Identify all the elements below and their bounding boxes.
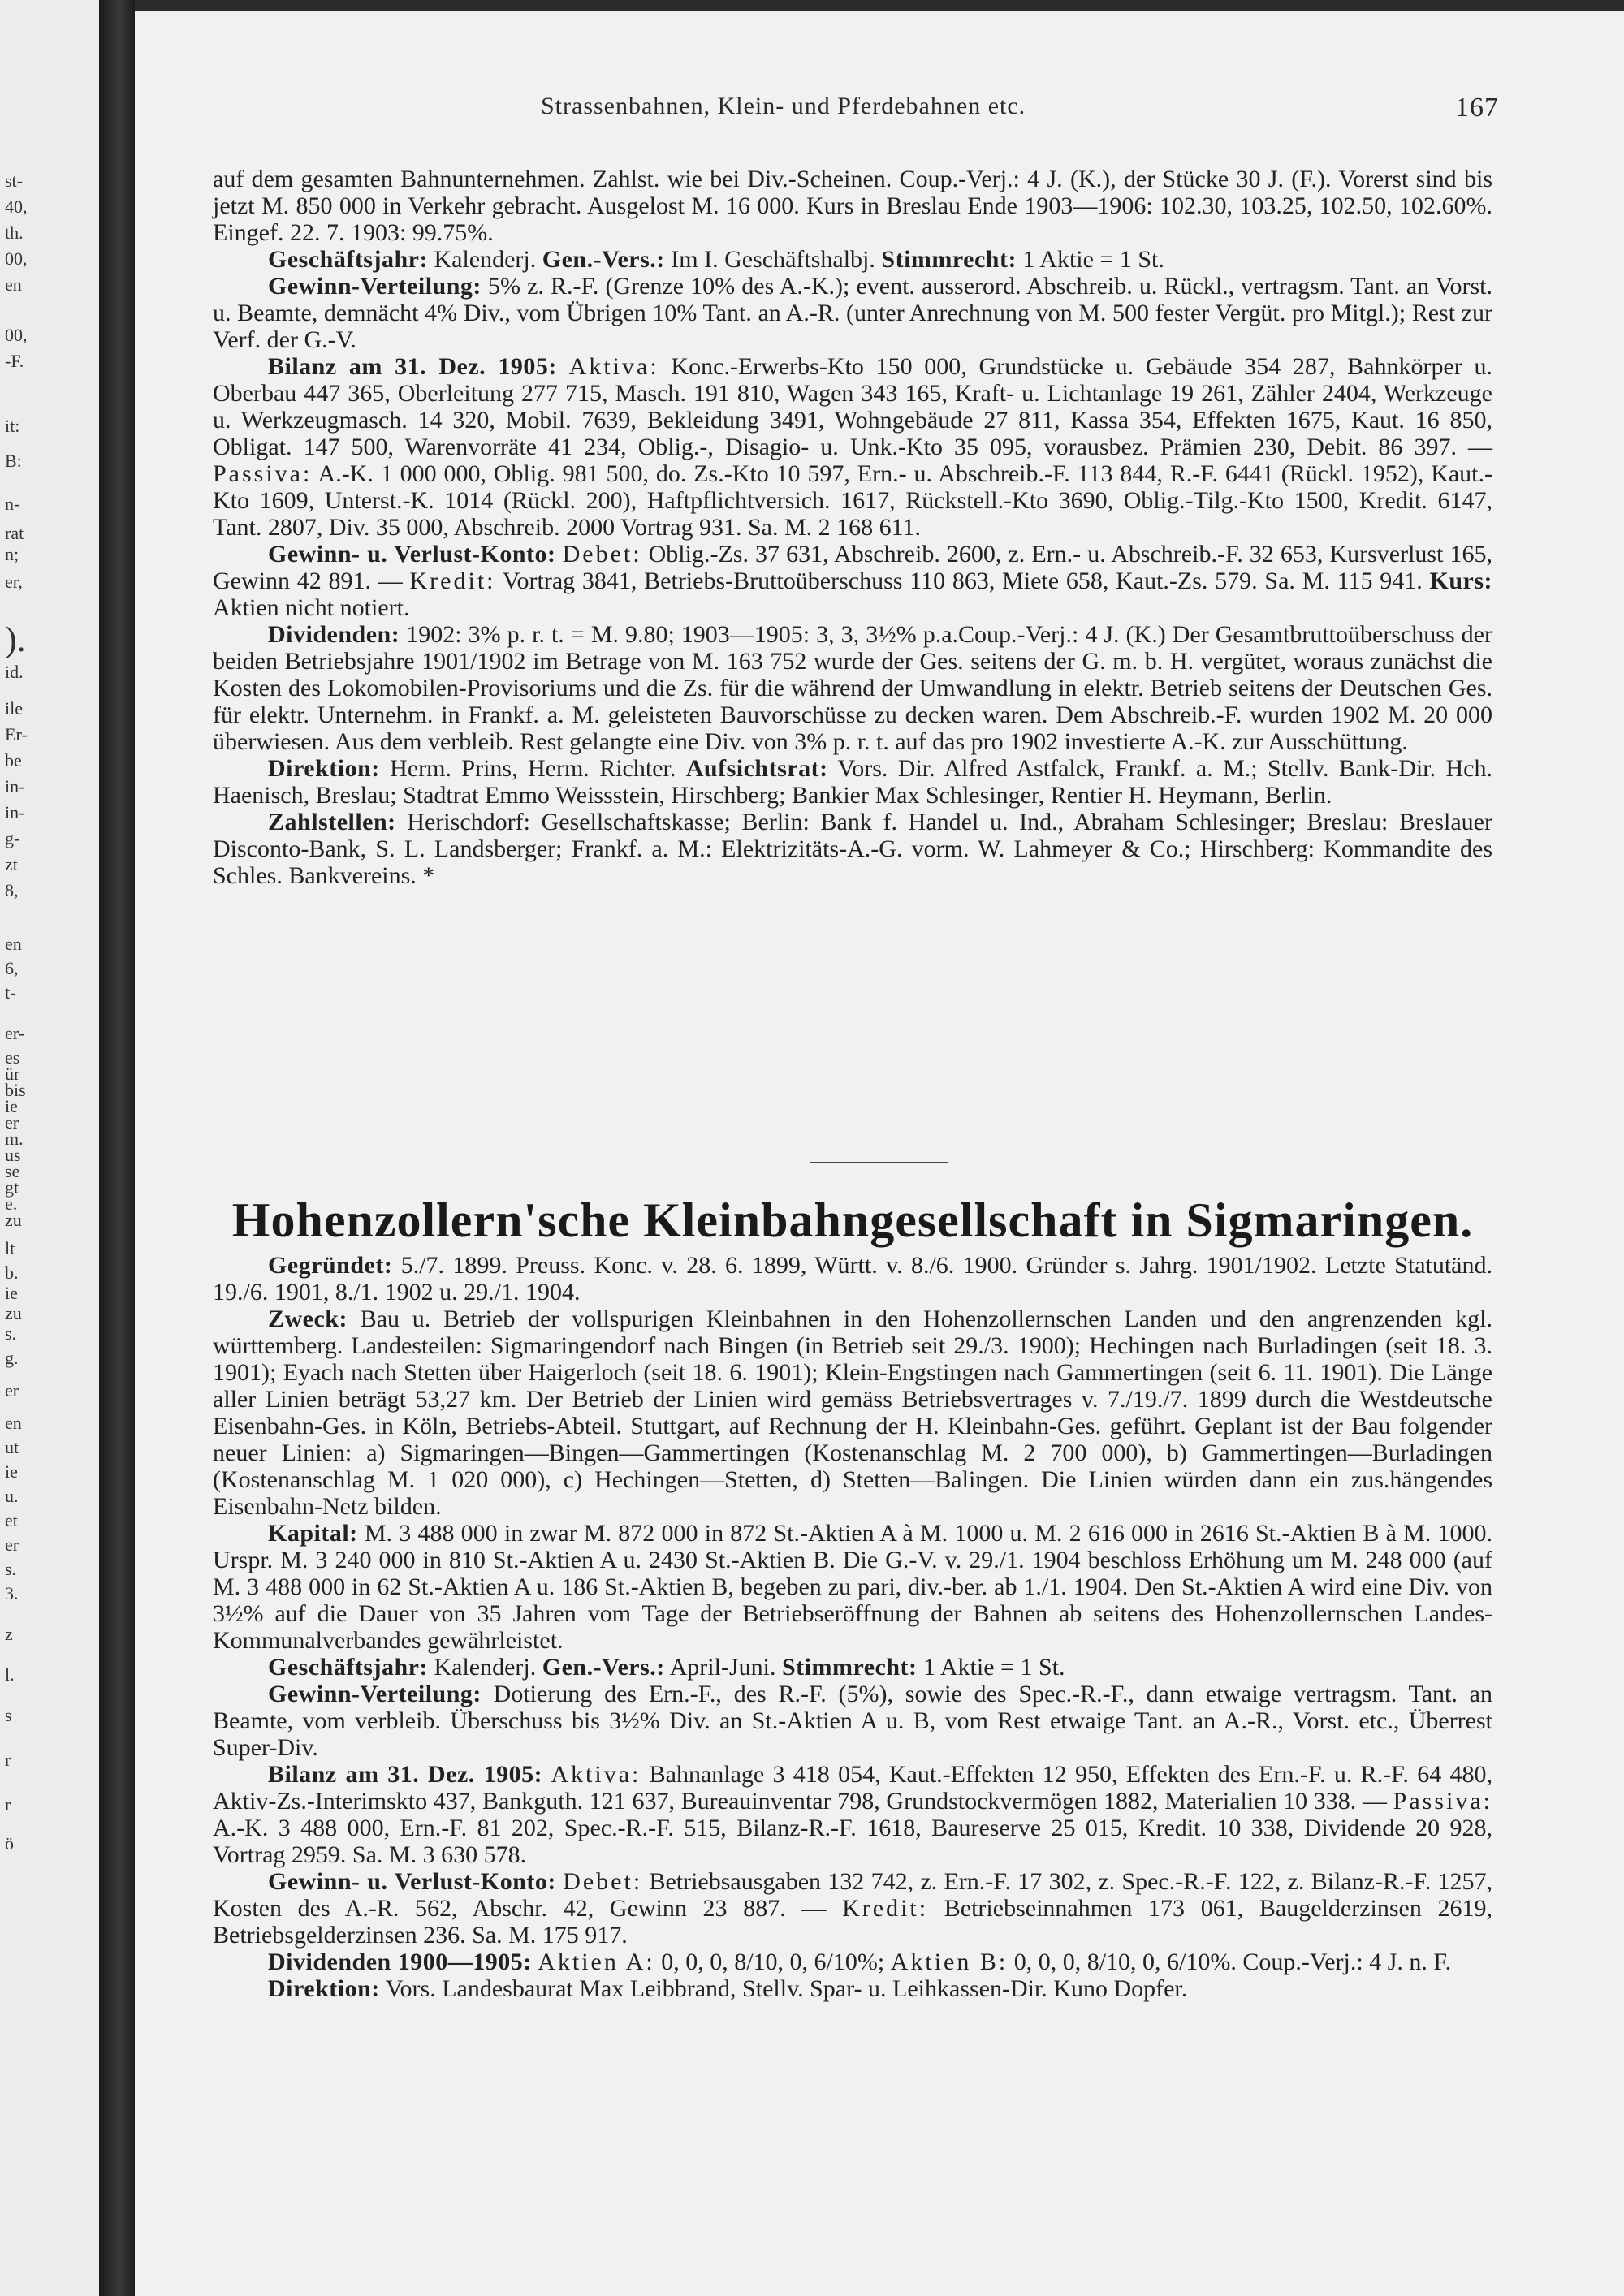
edge-fragment: et [5,1510,18,1530]
edge-fragment: m. [5,1129,24,1149]
book-gutter [99,0,135,2296]
edge-fragment: s [5,1705,12,1725]
edge-fragment: g- [5,828,20,848]
edge-fragment: r [5,1750,11,1770]
edge-fragment: th. [5,222,24,243]
edge-fragment: ie [5,1283,18,1303]
edge-fragment: ie [5,1461,18,1482]
edge-fragment: ile [5,698,23,719]
board: Direktion: Vors. Landesbaurat Max Leibbrand, Stellv. Spar- u. Leihkassen-Dir. Kuno Dopfer. [268,1975,1188,2002]
capital: Kapital: M. 3 488 000 in zwar M. 872 000 in 872 St.-Aktien A à M. 1000 u. M. 2 616 000 in 2616 St.-Aktien B à M. 1000. Urspr. M. 3 240 000 in 810 St.-Aktien A u. 2430 St.-Aktien B. Die G.-V. v. 29./1. 1904 beschloss Erhöhung um M. 248 000 (auf M. 3 488 000 in 62 St.-Aktien A u. 186 St.-Aktien B, begeben zu pari, div.-ber. ab 1./1. 1904. Den St.-Aktien A wird eine Div. von 3½% auf die Dauer von 35 Jahren vom Tage der Betriebseröffnung der Bahnen ab seitens des Hohenzollernschen Landes-Kommunalverbandes gewährleistet. [213,1520,1492,1654]
edge-fragment: Er- [5,724,28,744]
edge-fragment: in- [5,776,25,796]
edge-fragment: r [5,1794,11,1815]
edge-fragment: er [5,1112,19,1133]
dividends: Dividenden 1900—1905: Aktien A: 0, 0, 0, 8/10, 0, 6/10%; Aktien B: 0, 0, 0, 8/10, 0, 6/10%. Coup.-Verj.: 4 J. n. F. [268,1949,1452,1975]
edge-fragment: -F. [5,351,24,371]
previous-page-edge [0,0,99,2296]
edge-fragment: ut [5,1437,19,1457]
edge-fragment: in- [5,802,25,822]
company-title: Hohenzollern'sche Kleinbahngesellschaft in Sigmaringen. [231,1193,1474,1247]
edge-fragment: u. [5,1486,19,1506]
page [135,11,1624,2296]
business-year: Geschäftsjahr: Kalenderj. Gen.-Vers.: April-Juni. Stimmrecht: 1 Aktie = 1 St. [268,1654,1065,1681]
edge-fragment: er [5,1534,19,1555]
edge-fragment: ö [5,1833,14,1854]
edge-fragment: er- [5,1023,24,1043]
purpose: Zweck: Bau u. Betrieb der vollspurigen Kleinbahnen in den Hohenzollernschen Landen und den angrenzenden kgl. württemberg. Landesteilen: Sigmaringendorf nach Bingen (in Betrieb seit 29./3. 1900); Hechingen nach Burladingen (seit 18. 3. 1901); Eyach nach Stetten über Haigerloch (seit 18. 6. 1901); Klein-Engstingen nach Gammertingen (seit 6. 11. 1901). Die Länge aller Linien beträgt 53,27 km. Der Betrieb der Linien wird gemäss Betriebsvertrages v. 7./19./7. 1899 durch die Westdeutsche Eisenbahn-Ges. in Köln, Betriebs-Abteil. Stuttgart, auf Rechnung der H. Kleinbahn-Ges. geführt. Geplant ist der Bau folgender neuer Linien: a) Sigmaringen—Bingen—Gammertingen (Kostenanschlag M. 2 700 000), b) Gammertingen—Burladingen (Kostenanschlag M. 1 020 000), c) Hechingen—Stetten, d) Stetten—Balingen. Die Linien würden dann ein zus.hängendes Eisenbahn-Netz bilden. [213,1306,1492,1520]
section-hohenzollern [213,1252,1492,2002]
founded: Gegründet: 5./7. 1899. Preuss. Konc. v. 28. 6. 1899, Württ. v. 8./6. 1900. Gründer s. Jahrg. 1901/1902. Letzte Statutänd. 19./6. 1901, 8./1. 1902 u. 29./1. 1904. [213,1252,1492,1306]
page-number: 167 [1455,93,1499,123]
balance-sheet: Bilanz am 31. Dez. 1905: Aktiva: Bahnanlage 3 418 054, Kaut.-Effekten 12 950, Effekten des Ern.-F. u. R.-F. 64 480, Aktiv-Zs.-Interimskto 437, Bankguth. 121 637, Bureauinventar 798, Grundstockvermögen 1882, Materialien 10 338. — Passiva: A.-K. 3 488 000, Ern.-F. 81 202, Spec.-R.-F. 515, Bilanz-R.-F. 1618, Baureserve 25 015, Kredit. 10 338, Dividende 20 928, Vortrag 2959. Sa. M. 3 630 578. [213,1761,1492,1868]
edge-fragment: lt [5,1238,15,1258]
edge-fragment: 3. [5,1583,19,1603]
running-title: Strassenbahnen, Klein- und Pferdebahnen etc. [541,93,1026,119]
edge-fragment: en [5,934,22,954]
balance-sheet: Bilanz am 31. Dez. 1905: Aktiva: Konc.-Erwerbs-Kto 150 000, Grundstücke u. Gebäude 354 287, Bahnkörper u. Oberbau 447 365, Oberleitung 277 715, Masch. 191 810, Wagen 343 165, Kraft- u. Lichtanlage 19 261, Zähler 2404, Werkzeuge u. Werkzeugmasch. 14 320, Mobil. 7639, Bekleidung 3491, Wohngebäude 27 811, Kassa 354, Effekten 1675, Kaut. 16 850, Obligat. 147 500, Warenvorräte 41 234, Oblig.-, Disagio- u. Unk.-Kto 35 095, vorausbez. Prämien 230, Debit. 86 397. — Passiva: A.-K. 1 000 000, Oblig. 981 500, do. Zs.-Kto 10 597, Ern.- u. Abschreib.-F. 113 844, R.-F. 6441 (Rückl. 1952), Kaut.-Kto 1609, Unterst.-K. 1014 (Rückl. 200), Haftpflichtversich. 1617, Rückstell.-Kto 3690, Oblig.-Tilg.-Kto 1500, Kredit. 6147, Tant. 2807, Div. 35 000, Abschreib. 2000 Vortrag 931. Sa. M. 2 168 611. [213,353,1493,541]
profit-distribution: Gewinn-Verteilung: Dotierung des Ern.-F., des R.-F. (5%), sowie des Spec.-R.-F., dann etwaige vertragsm. Tant. an Beamte, vom verbleib. Überschuss bis 3½% Div. an St.-Aktien A u. B, vom Rest etwaige Tant. an A.-R., Vorst. etc., Überrest Super-Div. [213,1681,1492,1761]
edge-fragment: id. [5,662,24,682]
edge-fragment: 00, [5,248,28,269]
edge-fragment: er [5,1380,19,1400]
edge-fragment: gt [5,1177,19,1198]
edge-fragment: se [5,1161,20,1181]
edge-fragment: es [5,1047,20,1068]
edge-fragment: l. [5,1664,15,1685]
dividends: Dividenden: 1902: 3% p. r. t. = M. 9.80; 1903—1905: 3, 3, 3½% p.a.Coup.-Verj.: 4 J. (K.) Der Gesamtbruttoüberschuss der beiden Betriebsjahre 1901/1902 im Betrage von M. 163 752 wurde der Ges. seitens der G. m. b. H. vergütet, woraus zunächst die Kosten des Lokomobilen-Provisoriums und die Zs. für die während der Umwandlung in elektr. Betrieb seitens der Deutschen Ges. für elektr. Unternehm. in Frankf. a. M. geleisteten Bauvorschüsse zu decken waren. Dem Abschreib.-F. wurden 1902 M. 20 000 überwiesen. Aus dem verbleib. Rest gelangte eine Div. von 3% p. r. t. auf das pro 1902 investierte A.-K. zur Ausschüttung. [213,621,1492,755]
edge-fragment: er, [5,572,23,592]
section-divider [810,1162,948,1163]
edge-fragment: zu [5,1210,22,1230]
section-previous-company [213,166,1492,889]
edge-fragment: zt [5,854,18,874]
edge-fragment: g. [5,1348,19,1368]
profit-loss-account: Gewinn- u. Verlust-Konto: Debet: Oblig.-Zs. 37 631, Abschreib. 2600, z. Ern.- u. Abschreib.-F. 32 653, Kursverlust 165, Gewinn 42 891. — Kredit: Vortrag 3841, Betriebs-Bruttoüberschuss 110 863, Miete 658, Kaut.-Zs. 579. Sa. M. 115 941. Kurs: Aktien nicht notiert. [213,541,1492,621]
running-header [541,93,1499,123]
edge-fragment: n- [5,494,20,514]
edge-fragment: en [5,1413,22,1433]
edge-fragment: us [5,1145,21,1165]
profit-loss-account: Gewinn- u. Verlust-Konto: Debet: Betriebsausgaben 132 742, z. Ern.-F. 17 302, z. Spec.-R.-F. 122, z. Bilanz-R.-F. 1257, Kosten des A.-R. 562, Abschr. 42, Gewinn 23 887. — Kredit: Betriebseinnahmen 173 061, Baugelderzinsen 2619, Betriebsgelderzinsen 236. Sa. M. 175 917. [213,1868,1493,1949]
edge-fragment: s. [5,1559,17,1579]
edge-fragment: ür [5,1064,20,1084]
edge-fragment: 6, [5,958,19,978]
edge-fragment: t- [5,982,16,1003]
edge-fragment: 40, [5,196,28,217]
edge-fragment: e. [5,1193,18,1214]
edge-fragment: rat [5,523,24,543]
profit-distribution: Gewinn-Verteilung: 5% z. R.-F. (Grenze 10% des A.-K.); event. ausserord. Abschreib. u. Rückl., vertragsm. Tant. an Vorst. u. Beamte, demnächt 4% Div., vom Übrigen 10% Tant. an A.-R. (unter Anrechnung von M. 500 fester Vergüt. pro Mitgl.); Rest zur Verf. der G.-V. [213,273,1492,353]
edge-fragment: bis [5,1080,26,1100]
bond-continuation: auf dem gesamten Bahnunternehmen. Zahlst. wie bei Div.-Scheinen. Coup.-Verj.: 4 J. (K.), der Stücke 30 J. (F.). Vorerst sind bis jetzt M. 850 000 in Verkehr gebracht. Ausgelost M. 16 000. Kurs in Breslau Ende 1903—1906: 102.30, 103.25, 102.50, 102.60%. Eingef. 22. 7. 1903: 99.75%. [213,166,1492,246]
business-year: Geschäftsjahr: Kalenderj. Gen.-Vers.: Im I. Geschäftshalbj. Stimmrecht: 1 Aktie = 1 St. [268,246,1164,273]
edge-fragment: 8, [5,880,19,900]
edge-fragment: n; [5,544,19,564]
edge-fragment: be [5,750,22,770]
edge-fragment: b. [5,1262,19,1283]
edge-fragment: st- [5,170,23,191]
edge-fragment: 00, [5,325,28,345]
edge-fragment: ie [5,1096,18,1116]
edge-fragment: en [5,274,22,295]
edge-fragment: it: [5,416,20,436]
edge-fragment: z [5,1624,13,1644]
edge-fragment: B: [5,451,22,471]
board: Direktion: Herm. Prins, Herm. Richter. Aufsichtsrat: Vors. Dir. Alfred Astfalck, Frankf. a. M.; Stellv. Bank-Dir. Hch. Haenisch, Breslau; Stadtrat Emmo Weissstein, Hirschberg; Bankier Max Schlesinger, Rentier H. Heymann, Berlin. [213,755,1492,809]
edge-fragment: s. [5,1323,17,1344]
edge-fragment: zu [5,1303,22,1323]
edge-fragment: ). [5,619,26,659]
paying-agents: Zahlstellen: Herischdorf: Gesellschaftskasse; Berlin: Bank f. Handel u. Ind., Abraham Schlesinger; Breslau: Breslauer Disconto-Bank, S. L. Landsberger; Frankf. a. M.: Elektrizitäts-A.-G. vorm. W. Lahmeyer & Co.; Hirschberg: Kommandite des Schles. Bankvereins. * [213,809,1492,889]
